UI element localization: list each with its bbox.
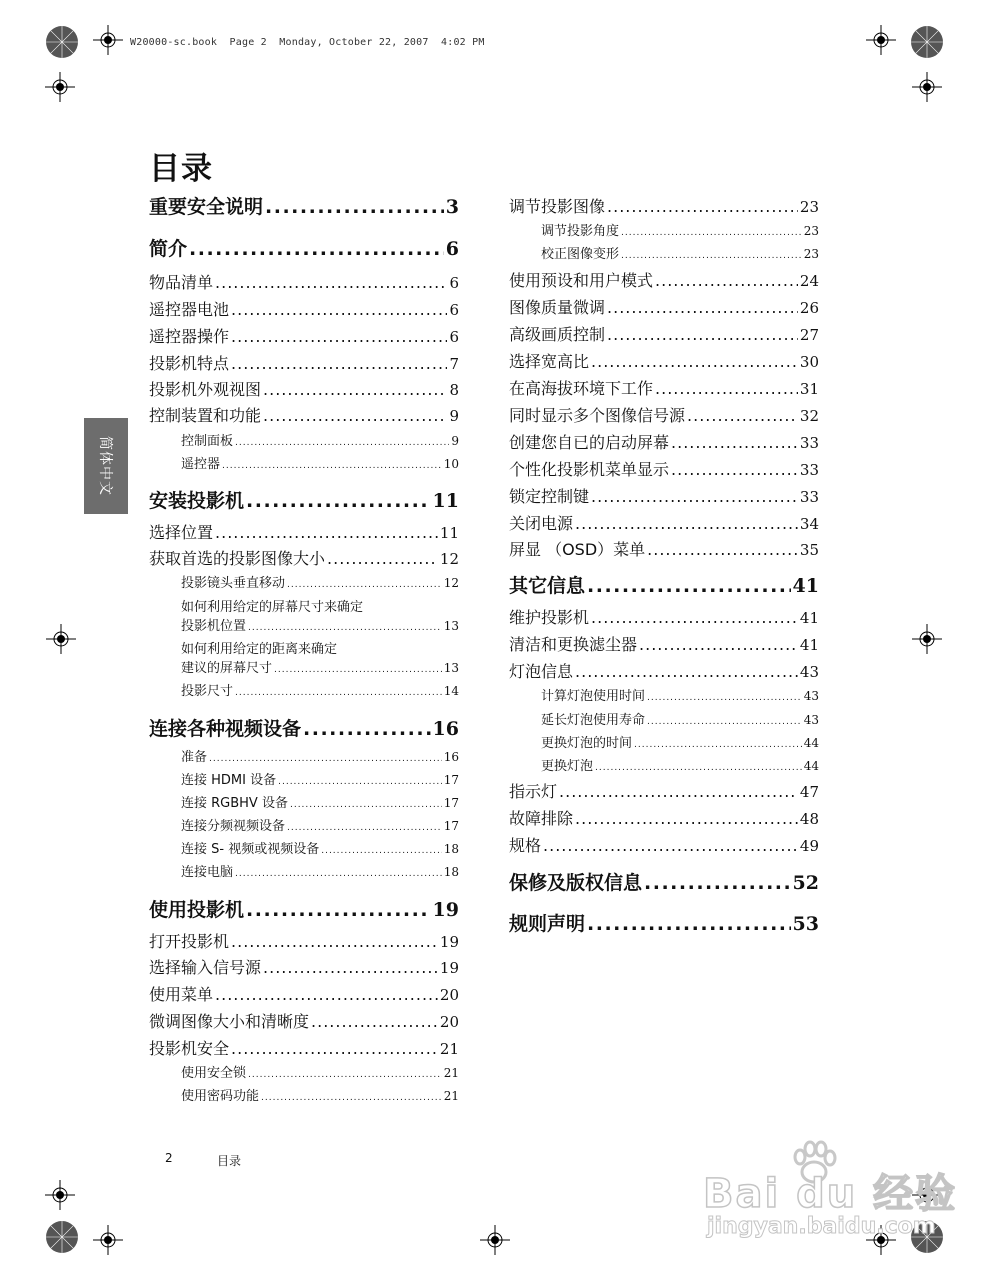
registration-wheel-icon [910,25,944,59]
toc-entry[interactable]: 维护投影机 ..... 41 [509,605,819,628]
crosshair-icon [46,624,76,654]
toc-entry[interactable]: 使用投影机 ..... 19 [149,895,459,922]
toc-entry[interactable]: 调节投影图像 ..... 23 [509,194,819,217]
toc-subentry[interactable]: 连接 HDMI 设备 ..... 17 [181,769,459,788]
toc-entry[interactable]: 清洁和更换滤尘器 ..... 41 [509,632,819,655]
toc-subentry[interactable]: 连接电脑 ..... 18 [181,861,459,880]
toc-entry[interactable]: 关闭电源 ..... 34 [509,511,819,534]
toc-subentry[interactable]: 调节投影角度 ..... 23 [541,220,819,239]
toc-entry[interactable]: 选择位置 ..... 11 [149,520,459,543]
toc-subentry[interactable]: 延长灯泡使用寿命 ..... 43 [541,709,819,728]
toc-entry[interactable]: 打开投影机 ..... 19 [149,929,459,952]
toc-subentry[interactable]: 校正图像变形 ..... 23 [541,243,819,262]
crosshair-icon [93,1225,123,1255]
registration-wheel-icon [45,25,79,59]
baidu-watermark [703,1140,958,1240]
toc-subentry[interactable]: 控制面板 ..... 9 [181,430,459,449]
toc-entry[interactable]: 其它信息 ..... 41 [509,571,819,598]
toc-subentry[interactable]: 使用密码功能 ..... 21 [181,1085,459,1104]
toc-subentry[interactable]: 连接 RGBHV 设备 ..... 17 [181,792,459,811]
toc-entry[interactable]: 投影机特点 ..... 7 [149,351,459,374]
crosshair-icon [866,25,896,55]
toc-subentry[interactable]: 计算灯泡使用时间 ..... 43 [541,685,819,704]
toc-subentry-line: 如何利用给定的屏幕尺寸来确定 [181,600,364,615]
toc-entry[interactable]: 使用菜单 ..... 20 [149,982,459,1005]
toc-entry[interactable]: 遥控器操作 ..... 6 [149,324,459,347]
crosshair-icon [480,1225,510,1255]
toc-subentry[interactable]: 遥控器 ..... 10 [181,453,459,472]
crosshair-icon [45,1180,75,1210]
toc-entry[interactable]: 规则声明 ..... 53 [509,909,819,936]
toc-subentry[interactable]: 投影镜头垂直移动 ..... 12 [181,572,459,591]
toc-subentry[interactable]: 更换灯泡 ..... 44 [541,755,819,774]
toc-entry[interactable]: 规格 ..... 49 [509,833,819,856]
toc-entry[interactable]: 锁定控制键 ..... 33 [509,484,819,507]
toc-entry[interactable]: 重要安全说明 ..... 3 [149,192,459,219]
toc-entry[interactable]: 使用预设和用户模式 ..... 24 [509,268,819,291]
toc-subentry[interactable]: 连接 S- 视频或视频设备 ..... 18 [181,838,459,857]
toc-entry[interactable]: 简介 ..... 6 [149,234,459,261]
toc-subentry[interactable]: 连接分频视频设备 ..... 17 [181,815,459,834]
toc-entry[interactable]: 选择输入信号源 ..... 19 [149,955,459,978]
toc-entry[interactable]: 投影机安全 ..... 21 [149,1036,459,1059]
language-side-tab [84,418,128,514]
toc-subentry[interactable]: 建议的屏幕尺寸 ..... 13 [181,657,459,676]
toc-subentry[interactable]: 准备 ..... 16 [181,746,459,765]
toc-entry[interactable]: 物品清单 ..... 6 [149,270,459,293]
side-tab-label: 简体中文 [97,436,113,496]
watermark-url: jingyan.baidu.com [707,1214,936,1239]
toc-entry[interactable]: 遥控器电池 ..... 6 [149,297,459,320]
toc-entry[interactable]: 高级画质控制 ..... 27 [509,322,819,345]
book-header: W20000-sc.book Page 2 Monday, October 22, 2007 4:02 PM [130,37,485,48]
toc-entry[interactable]: 灯泡信息 ..... 43 [509,659,819,682]
toc-subentry[interactable]: 投影尺寸 ..... 14 [181,680,459,699]
toc-entry[interactable]: 个性化投影机菜单显示 ..... 33 [509,457,819,480]
toc-subentry-line: 如何利用给定的距离来确定 [181,642,338,657]
crosshair-icon [93,25,123,55]
toc-entry[interactable]: 指示灯 ..... 47 [509,779,819,802]
toc-entry[interactable]: 图像质量微调 ..... 26 [509,295,819,318]
watermark-brand: Bai du 经验 [703,1171,958,1217]
page-number: 2 [165,1151,173,1165]
toc-entry[interactable]: 投影机外观视图 ..... 8 [149,377,459,400]
crosshair-icon [912,72,942,102]
toc-entry[interactable]: 获取首选的投影图像大小 ..... 12 [149,546,459,569]
crosshair-icon [912,624,942,654]
toc-entry[interactable]: 安装投影机 ..... 11 [149,486,459,513]
toc-entry[interactable]: 保修及版权信息 ..... 52 [509,868,819,895]
toc-entry[interactable]: 创建您自已的启动屏幕 ..... 33 [509,430,819,453]
registration-wheel-icon [45,1220,79,1254]
toc-subentry[interactable]: 投影机位置 ..... 13 [181,615,459,634]
toc-entry[interactable]: 屏显 （OSD）菜单 ..... 35 [509,537,819,560]
page-title: 目录 [149,151,213,187]
toc-entry[interactable]: 同时显示多个图像信号源 ..... 32 [509,403,819,426]
footer-label: 目录 [217,1154,242,1168]
toc-entry[interactable]: 微调图像大小和清晰度 ..... 20 [149,1009,459,1032]
toc-entry[interactable]: 连接各种视频设备 ..... 16 [149,714,459,741]
toc-entry[interactable]: 在高海拔环境下工作 ..... 31 [509,376,819,399]
toc-entry[interactable]: 控制装置和功能 ..... 9 [149,403,459,426]
toc-entry[interactable]: 选择宽高比 ..... 30 [509,349,819,372]
toc-subentry[interactable]: 更换灯泡的时间 ..... 44 [541,732,819,751]
crosshair-icon [45,72,75,102]
toc-subentry[interactable]: 使用安全锁 ..... 21 [181,1062,459,1081]
toc-entry[interactable]: 故障排除 ..... 48 [509,806,819,829]
